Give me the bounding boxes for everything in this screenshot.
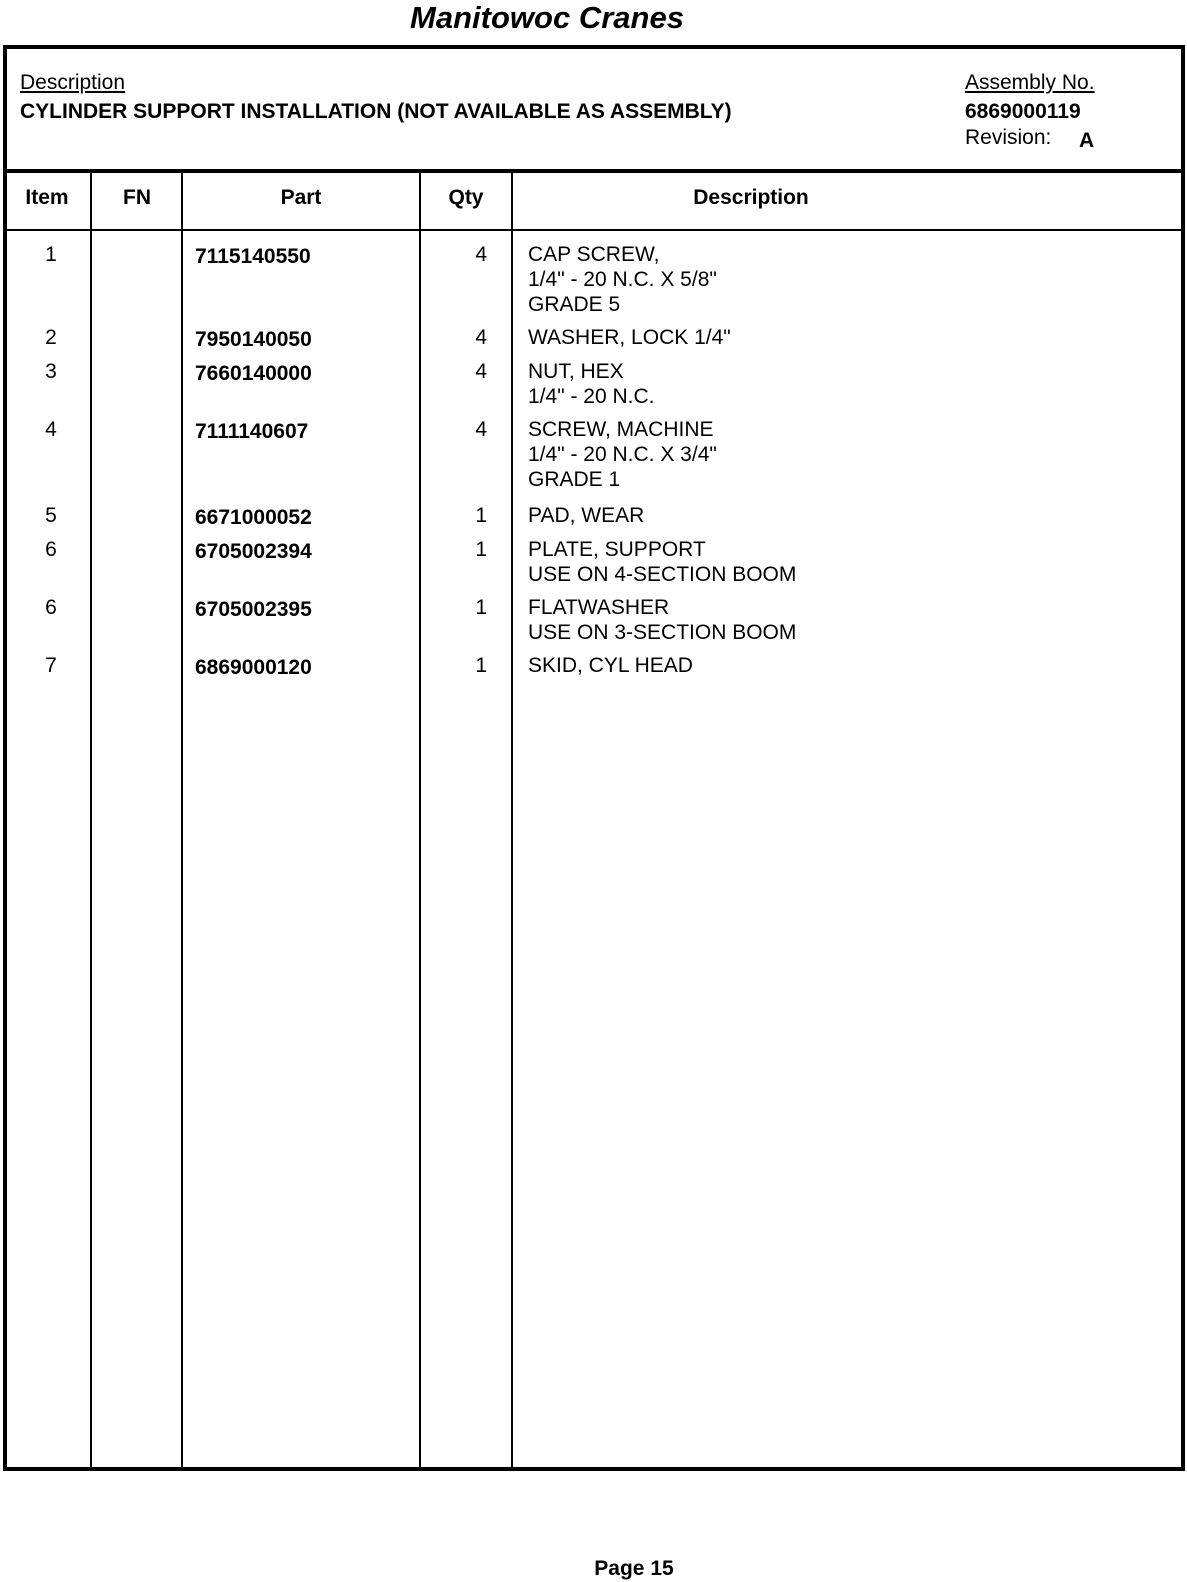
description-line: WASHER, LOCK 1/4"	[528, 326, 731, 349]
description-label: Description	[20, 71, 126, 94]
description-line: PAD, WEAR	[528, 504, 645, 527]
quantity: 1	[475, 654, 487, 677]
quantity: 4	[475, 418, 487, 441]
part-number: 7111140607	[195, 420, 309, 443]
column-header-fn: FN	[123, 186, 151, 209]
part-number: 6869000120	[195, 656, 312, 679]
part-number: 7115140550	[195, 245, 311, 268]
item-number: 2	[45, 326, 57, 349]
part-number: 6671000052	[195, 506, 312, 529]
description-line: USE ON 4-SECTION BOOM	[528, 563, 797, 586]
column-divider	[511, 169, 513, 1467]
item-number: 5	[45, 504, 57, 527]
description-line: 1/4" - 20 N.C. X 5/8"	[528, 268, 717, 291]
description-line: GRADE 1	[528, 468, 621, 491]
description-value: CYLINDER SUPPORT INSTALLATION (NOT AVAILABLE AS ASSEMBLY)	[20, 100, 732, 123]
part-number: 7950140050	[195, 328, 312, 351]
quantity: 1	[475, 538, 487, 561]
part-number: 6705002394	[195, 540, 312, 563]
description-line: SCREW, MACHINE	[528, 418, 714, 441]
description-line: CAP SCREW,	[528, 243, 660, 266]
document-title: Manitowoc Cranes	[410, 0, 684, 35]
quantity: 1	[475, 504, 487, 527]
description-line: SKID, CYL HEAD	[528, 654, 693, 677]
assembly-header	[7, 49, 1181, 173]
quantity: 1	[475, 596, 487, 619]
column-header-qty: Qty	[448, 186, 484, 209]
assembly-number-label: Assembly No.	[965, 71, 1095, 94]
description-line: GRADE 5	[528, 293, 621, 316]
description-line: 1/4" - 20 N.C.	[528, 385, 655, 408]
assembly-number-value: 6869000119	[965, 100, 1081, 123]
quantity: 4	[475, 326, 487, 349]
column-divider	[90, 169, 92, 1467]
column-header-description: Description	[693, 186, 809, 209]
header-divider	[7, 169, 1181, 173]
quantity: 4	[475, 243, 487, 266]
quantity: 4	[475, 360, 487, 383]
description-line: FLATWASHER	[528, 596, 670, 619]
item-number: 6	[45, 538, 57, 561]
item-number: 4	[45, 418, 57, 441]
column-divider	[419, 169, 421, 1467]
item-number: 7	[45, 654, 57, 677]
column-header-divider	[7, 229, 1181, 231]
revision-value: A	[1079, 129, 1095, 152]
item-number: 3	[45, 360, 57, 383]
description-line: PLATE, SUPPORT	[528, 538, 706, 561]
part-number: 7660140000	[195, 362, 312, 385]
column-header-part: Part	[280, 186, 322, 209]
column-divider	[181, 169, 183, 1467]
parts-list-frame	[3, 45, 1185, 1471]
description-line: 1/4" - 20 N.C. X 3/4"	[528, 443, 717, 466]
part-number: 6705002395	[195, 598, 312, 621]
description-line: USE ON 3-SECTION BOOM	[528, 621, 797, 644]
revision-label: Revision:	[965, 126, 1052, 149]
item-number: 1	[45, 243, 57, 266]
item-number: 6	[45, 596, 57, 619]
description-line: NUT, HEX	[528, 360, 624, 383]
page-number: Page 15	[594, 1557, 674, 1580]
column-header-item: Item	[25, 186, 69, 209]
